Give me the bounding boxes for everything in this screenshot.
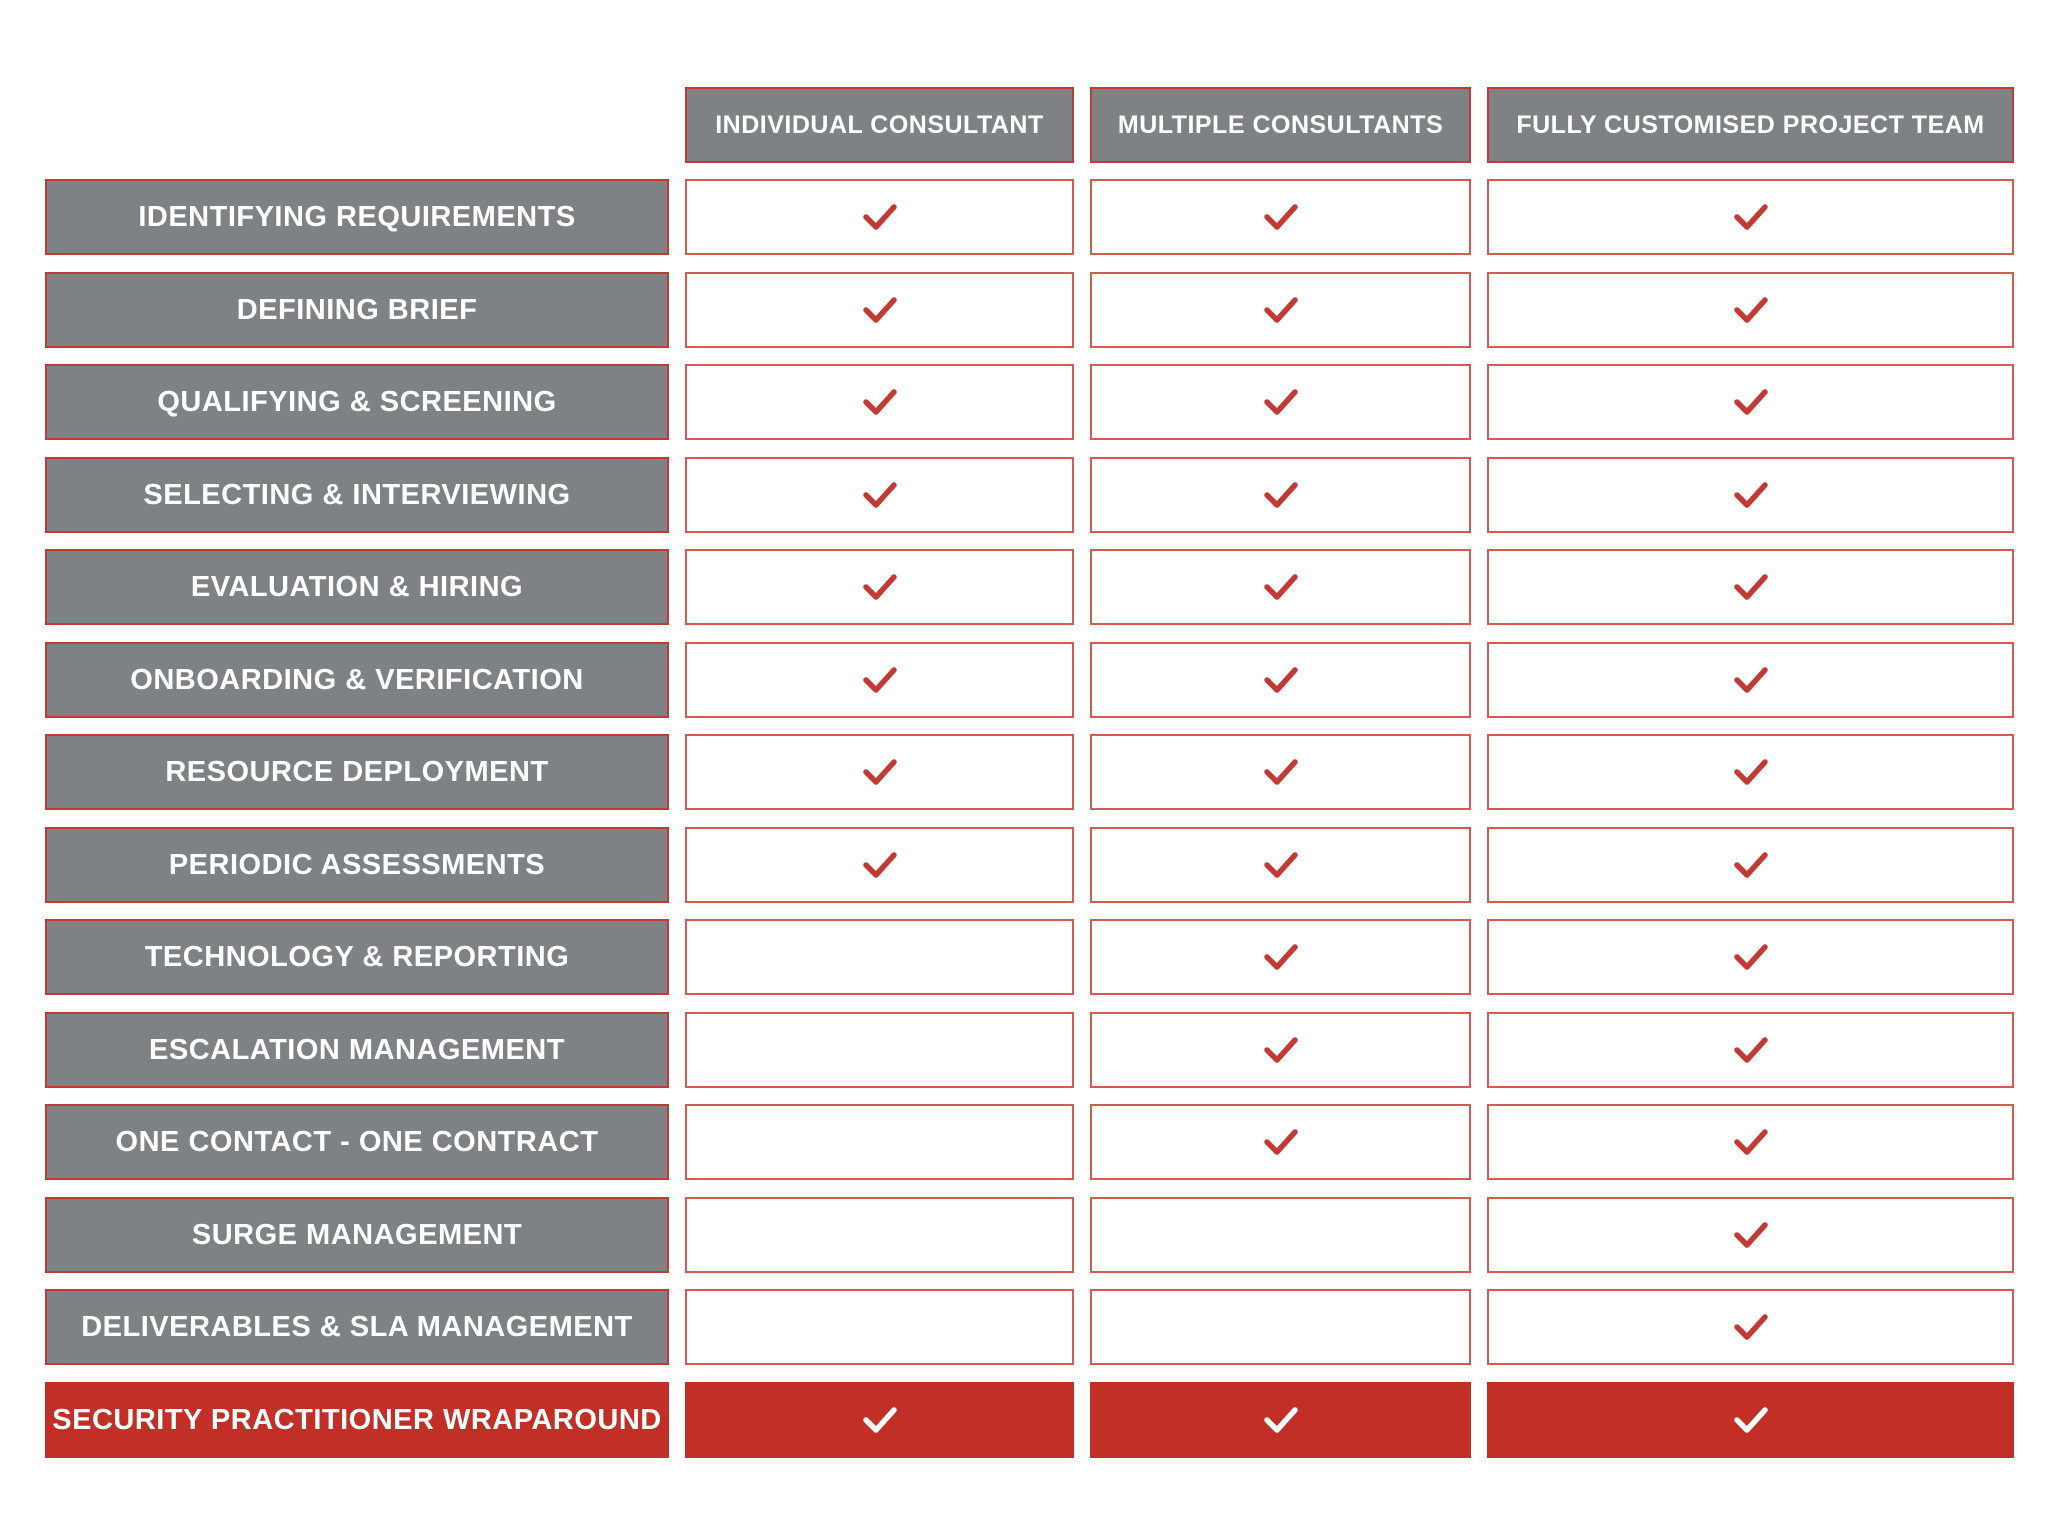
check-icon <box>1263 850 1299 880</box>
check-cell <box>1090 364 1471 440</box>
check-cell <box>685 1197 1074 1273</box>
check-cell <box>1090 272 1471 348</box>
check-cell <box>685 272 1074 348</box>
check-cell <box>685 1104 1074 1180</box>
check-icon <box>1733 387 1769 417</box>
check-icon <box>1733 295 1769 325</box>
check-cell <box>1487 642 2014 718</box>
row-label: EVALUATION & HIRING <box>45 549 669 625</box>
row-label: DELIVERABLES & SLA MANAGEMENT <box>45 1289 669 1365</box>
check-cell <box>685 179 1074 255</box>
check-cell <box>1090 457 1471 533</box>
check-icon <box>1733 665 1769 695</box>
check-cell <box>685 734 1074 810</box>
check-icon <box>1263 572 1299 602</box>
check-cell <box>685 364 1074 440</box>
row-label: ESCALATION MANAGEMENT <box>45 1012 669 1088</box>
check-cell <box>1487 734 2014 810</box>
check-icon <box>1263 1035 1299 1065</box>
check-cell <box>1090 1382 1471 1458</box>
row-label: SECURITY PRACTITIONER WRAPAROUND <box>45 1382 669 1458</box>
check-icon <box>862 387 898 417</box>
check-icon <box>1263 295 1299 325</box>
check-icon <box>1263 942 1299 972</box>
check-cell <box>1090 1197 1471 1273</box>
check-cell <box>1090 919 1471 995</box>
check-cell <box>1487 1289 2014 1365</box>
check-icon <box>862 1405 898 1435</box>
column-header-3: FULLY CUSTOMISED PROJECT TEAM <box>1487 87 2014 163</box>
row-label: SURGE MANAGEMENT <box>45 1197 669 1273</box>
row-label: QUALIFYING & SCREENING <box>45 364 669 440</box>
check-cell <box>1090 827 1471 903</box>
check-icon <box>862 202 898 232</box>
check-icon <box>862 295 898 325</box>
check-icon <box>862 572 898 602</box>
check-cell <box>1487 1012 2014 1088</box>
check-cell <box>1487 1197 2014 1273</box>
check-cell <box>1090 1104 1471 1180</box>
check-icon <box>862 480 898 510</box>
check-icon <box>1733 1035 1769 1065</box>
check-cell <box>685 457 1074 533</box>
check-icon <box>1263 665 1299 695</box>
check-icon <box>862 757 898 787</box>
check-icon <box>1263 387 1299 417</box>
check-cell <box>1090 1289 1471 1365</box>
check-icon <box>1733 1405 1769 1435</box>
check-cell <box>685 549 1074 625</box>
check-cell <box>1487 272 2014 348</box>
check-icon <box>1733 480 1769 510</box>
row-label: DEFINING BRIEF <box>45 272 669 348</box>
check-cell <box>1487 919 2014 995</box>
check-cell <box>1487 1104 2014 1180</box>
check-cell <box>1487 179 2014 255</box>
check-cell <box>1090 549 1471 625</box>
row-label: IDENTIFYING REQUIREMENTS <box>45 179 669 255</box>
check-cell <box>1090 179 1471 255</box>
check-icon <box>1733 850 1769 880</box>
check-icon <box>1263 480 1299 510</box>
check-icon <box>1733 942 1769 972</box>
check-cell <box>685 1382 1074 1458</box>
check-icon <box>1733 1220 1769 1250</box>
row-label: RESOURCE DEPLOYMENT <box>45 734 669 810</box>
check-icon <box>1733 757 1769 787</box>
row-label: ONBOARDING & VERIFICATION <box>45 642 669 718</box>
check-cell <box>1487 827 2014 903</box>
check-cell <box>1487 364 2014 440</box>
check-icon <box>1733 1127 1769 1157</box>
check-cell <box>685 1012 1074 1088</box>
check-icon <box>1733 572 1769 602</box>
check-cell <box>1487 549 2014 625</box>
check-icon <box>1263 202 1299 232</box>
check-cell <box>1090 734 1471 810</box>
check-icon <box>862 850 898 880</box>
check-cell <box>1487 457 2014 533</box>
check-icon <box>1733 1312 1769 1342</box>
check-cell <box>1090 1012 1471 1088</box>
row-label: SELECTING & INTERVIEWING <box>45 457 669 533</box>
column-header-2: MULTIPLE CONSULTANTS <box>1090 87 1471 163</box>
row-label: TECHNOLOGY & REPORTING <box>45 919 669 995</box>
check-cell <box>1090 642 1471 718</box>
check-icon <box>1263 1405 1299 1435</box>
check-cell <box>685 1289 1074 1365</box>
row-label: ONE CONTACT - ONE CONTRACT <box>45 1104 669 1180</box>
row-label: PERIODIC ASSESSMENTS <box>45 827 669 903</box>
check-cell <box>685 827 1074 903</box>
check-cell <box>685 642 1074 718</box>
check-icon <box>1263 757 1299 787</box>
check-icon <box>1263 1127 1299 1157</box>
check-cell <box>685 919 1074 995</box>
check-cell <box>1487 1382 2014 1458</box>
check-icon <box>1733 202 1769 232</box>
check-icon <box>862 665 898 695</box>
column-header-1: INDIVIDUAL CONSULTANT <box>685 87 1074 163</box>
